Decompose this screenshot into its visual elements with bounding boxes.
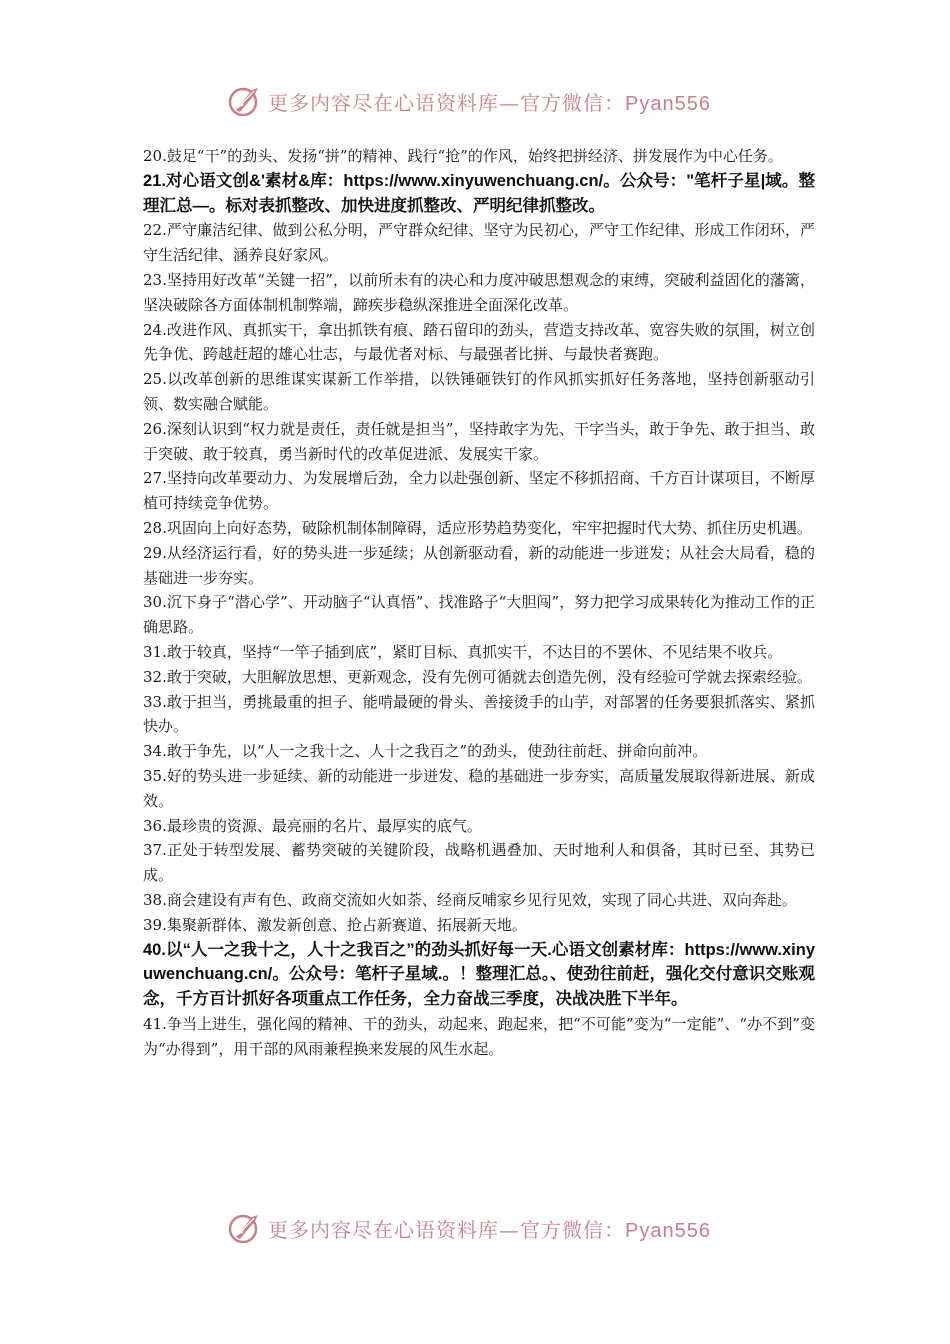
paragraph-item: 37.正处于转型发展、蓄势突破的关键阶段，战略机遇叠加、天时地利人和俱备，其时已至、其势已成。 <box>143 841 815 885</box>
header-banner-text <box>268 87 711 116</box>
paragraph-item: 25.以改革创新的思维谋实谋新工作举措，以铁锤砸铁钉的作风抓实抓好任务落地，坚持创新驱动引领、数实融合赋能。 <box>143 370 815 413</box>
paragraph-item: 30.沉下身子“潜心学”、开动脑子“认真悟”、找准路子“大胆闯”，努力把学习成果转化为推动工作的正确思路。 <box>143 593 815 637</box>
paragraph-item: 41.争当上进生，强化闯的精神、干的劲头，动起来、跑起来，把“不可能”变为“一定能”、“办不到”变为“办得到”，用干部的风雨兼程换来发展的风生水起。 <box>143 1014 815 1058</box>
paragraph-item: 40.以“人一之我十之，人十之我百之”的劲头抓好每一天.心语文创素材库：https://www.xinyuwenchuang.cn/。公众号：笔杆子星域.。！整理汇总。、使劲往前赶，强化交付意识交账观念，千方百计抓好各项重点工作任务，全力奋战三季度，决战决胜下半年。 <box>143 940 815 1009</box>
document-body <box>143 144 815 1061</box>
paragraph-item: 38.商会建设有声有色、政商交流如火如荼、经商反哺家乡见行见效，实现了同心共进、双向奔赴。 <box>143 890 797 909</box>
header-banner <box>228 84 728 118</box>
paragraph-item: 26.深刻认识到“权力就是责任，责任就是担当”，坚持敢字为先、干字当头，敢于争先、敢于担当、敢于突破、敢于较真，勇当新时代的改革促进派、发展实干家。 <box>143 419 815 463</box>
paragraph-item: 33.敢于担当，勇挑最重的担子、能啃最硬的骨头、善接烫手的山芋，对部署的任务要狠抓落实、紧抓快办。 <box>143 692 815 736</box>
footer-wechat-id: Pyan556 <box>625 1219 711 1242</box>
paragraph-item: 20.鼓足“干”的劲头、发扬“拼”的精神、践行“抢”的作风，始终把拼经济、拼发展作为中心任务。 <box>143 147 783 165</box>
paragraph-item: 21.对心语文创&'素材&库：https://www.xinyuwenchuang.cn/。公众号："笔杆子星|域。整理汇总—。标对表抓整改、加快进度抓整改、严明纪律抓整改。 <box>143 171 815 215</box>
paragraph-item: 28.巩固向上向好态势，破除机制体制障碍，适应形势趋势变化，牢牢把握时代大势、抓住历史机遇。 <box>143 518 812 537</box>
quill-logo-icon <box>228 1211 262 1245</box>
paragraph-item: 32.敢于突破，大胆解放思想、更新观念，没有先例可循就去创造先例，没有经验可学就去探索经验。 <box>143 667 812 686</box>
paragraph-item: 35.好的势头进一步延续、新的动能进一步迸发、稳的基础进一步夯实，高质量发展取得新进展、新成效。 <box>143 766 815 810</box>
paragraph-item: 36.最珍贵的资源、最亮丽的名片、最厚实的底气。 <box>143 816 482 835</box>
footer-banner-text <box>268 1214 711 1243</box>
paragraph-item: 39.集聚新群体、激发新创意、抢占新赛道、拓展新天地。 <box>143 915 527 934</box>
footer-banner-main: 更多内容尽在心语资料库—官方微信： <box>268 1217 625 1242</box>
paragraph-item: 29.从经济运行看，好的势头进一步延续；从创新驱动看，新的动能进一步迸发；从社会大局看，稳的基础进一步夯实。 <box>143 543 815 587</box>
footer-banner <box>228 1211 728 1245</box>
header-banner-main: 更多内容尽在心语资料库—官方微信： <box>268 90 625 115</box>
paragraph-item: 27.坚持向改革要动力、为发展增后劲，全力以赴强创新、坚定不移抓招商、千方百计谋项目，不断厚植可持续竞争优势。 <box>143 469 815 513</box>
paragraph-item: 34.敢于争先，以“人一之我十之、人十之我百之”的劲头，使劲往前赶、拼命向前冲。 <box>143 742 708 761</box>
header-wechat-id: Pyan556 <box>625 92 711 115</box>
paragraph-item: 24.改进作风、真抓实干，拿出抓铁有痕、踏石留印的劲头，营造支持改革、宽容失败的氛围，树立创先争优、跨越赶超的雄心壮志，与最优者对标、与最强者比拼、与最快者赛跑。 <box>143 320 815 364</box>
paragraph-item: 31.敢于较真，坚持“一竿子插到底”，紧盯目标、真抓实干，不达目的不罢休、不见结果不收兵。 <box>143 642 783 661</box>
quill-logo-icon <box>228 84 262 118</box>
paragraph-item: 23.坚持用好改革“关键一招”，以前所未有的决心和力度冲破思想观念的束缚，突破利益固化的藩篱，坚决破除各方面体制机制弊端，蹄疾步稳纵深推进全面深化改革。 <box>143 270 815 314</box>
paragraph-item: 22.严守廉洁纪律、做到公私分明，严守群众纪律、坚守为民初心，严守工作纪律、形成工作闭环，严守生活纪律、涵养良好家风。 <box>143 221 815 265</box>
